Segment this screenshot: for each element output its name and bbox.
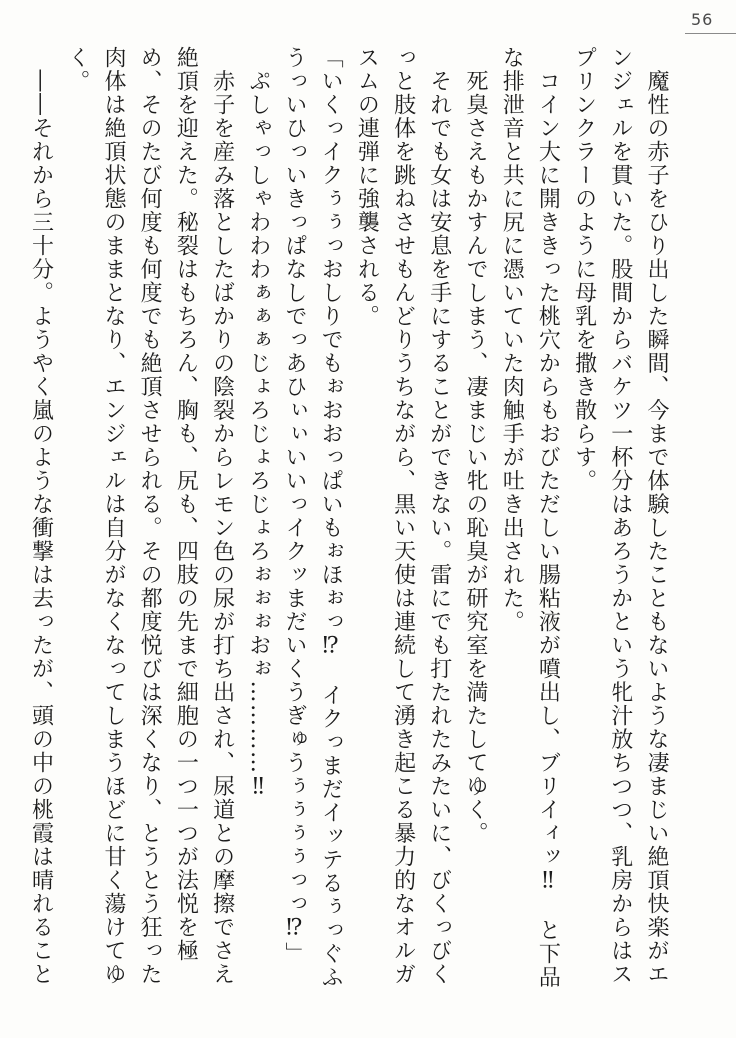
paragraph-4: それでも女は安息を手にすることができない。雷にでも打たれたみたいに、びくっびくっと肢体を跳ねさせもんどりうちながら、黒い天使は連続して湧き起こる暴力的なオルガスムの連弾に強襲される。 [354,46,452,986]
paragraph-3: 死臭さえもかすんでしまう、凄まじい牝の恥臭が研究室を満たしてゆく。 [462,46,488,845]
page-number: 56 [691,10,714,29]
paragraph-1: 魔性の赤子をひり出した瞬間、今まで体験したこともないような凄まじい絶頂快楽がエンジェルを貫いた。股間からバケツ一杯分はあろうかという牝汁放ちつつ、乳房からはスプリンクラーのように母乳を撒き散らす。 [571,46,669,986]
paragraph-7: 赤子を産み落としたばかりの陰裂からレモン色の尿が打ち出され、尿道との摩擦でさえ絶頂を迎えた。秘裂はもちろん、胸も、尻も、四肢の先まで細胞の一つ一つが法悦を極め、そのたび何度も何度でも絶頂させられる。その都度悦びは深くなり、とうとう狂った肉体は絶頂状態のままとなり、エンジェルは自分がなくなってしまうほどに甘く蕩けてゆく。 [64,46,235,986]
page-text [14,46,674,994]
paragraph-8: ――それから三十分。ようやく嵐のような衝撃は去ったが、頭の中の桃霞は晴れること [28,46,54,986]
paragraph-5-dialogue: 「いくっイクぅぅっおしりでもぉおおっぱいもぉほぉっ⁉ イクっまだイッテるぅっぐふうっいひっいきっぱなしでっあひぃぃいいっイクッまだいくうぎゅうぅぅぅぅっっ⁉」 [281,46,344,989]
paragraph-2: コイン大に開ききった桃穴からもおびただしい腸粘液が噴出し、ブリイィッ‼ と下品な排泄音と共に尻に憑いていた肉触手が吐き出された。 [499,46,561,989]
page-number-header [685,12,736,34]
paragraph-6: ぷしゃっしゃわわわぁぁぁじょろじょろじょろぉぉぉおぉ…………‼ [245,46,271,801]
